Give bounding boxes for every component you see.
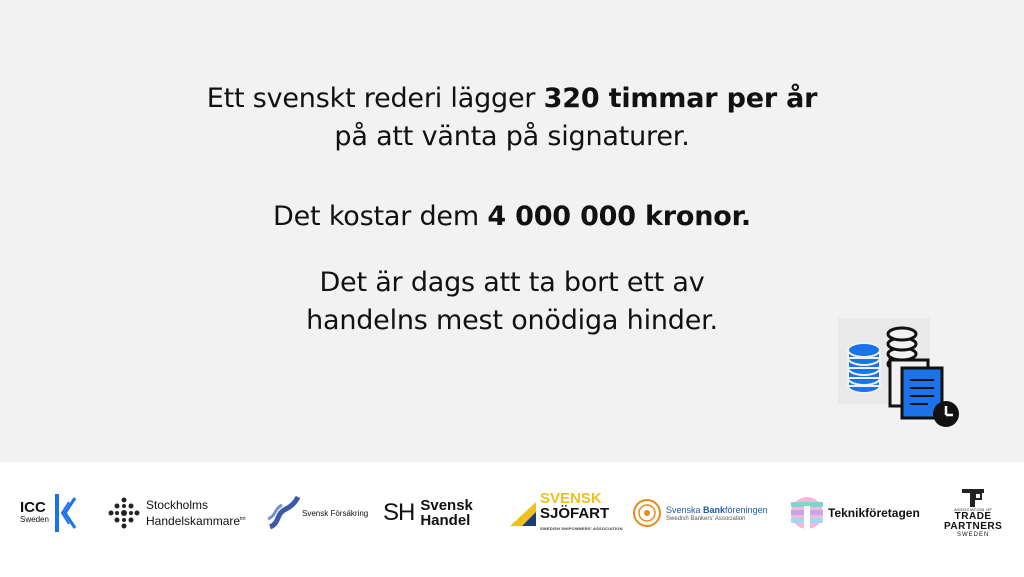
trade-partners-line-2: PARTNERS: [944, 520, 1003, 532]
bank-bold: Bank: [703, 504, 726, 515]
logo-trade-partners-sweden: [944, 478, 1002, 548]
headline-line-2: på att vänta på signaturer.: [334, 121, 690, 152]
cta-line-1: Det är dags att ta bort ett av: [319, 267, 705, 298]
bankforeningen-circle-icon: [632, 498, 662, 528]
trade-partners-line-1: TRADE: [954, 510, 992, 522]
teknikforetagen-globe-icon: [790, 496, 824, 530]
svensk-sjofart-sail-icon: [508, 498, 538, 528]
logo-stockholms-handelskammare: [108, 478, 246, 548]
handelskammare-line-2: Handelskammare: [146, 514, 241, 528]
cost-highlight-amount: 4 000 000 kronor.: [487, 201, 751, 232]
icc-sub: Sweden: [20, 515, 49, 524]
logo-svensk-sjofart: [508, 478, 623, 548]
teknikforetagen-name: Teknikföretagen: [828, 506, 920, 520]
logo-icc-sweden: [20, 478, 79, 548]
trade-partners-mark-icon: [962, 489, 984, 507]
svensk-handel-mark: SH: [383, 499, 415, 526]
sjofart-sub: SWEDISH SHIPOWNERS' ASSOCIATION: [540, 525, 623, 531]
clock-icon: [933, 401, 959, 427]
trade-partners-sub: SWEDEN: [956, 531, 990, 538]
svensk-handel-line-2: Handel: [420, 512, 471, 529]
bank-sub: Swedish Bankers' Association: [666, 515, 746, 522]
handelskammare-dots-icon: [108, 497, 140, 529]
trade-partners-small: ASSOCIATION OF: [954, 506, 993, 512]
logo-svenska-bankforeningen: [632, 478, 768, 548]
headline: [0, 80, 1024, 156]
bank-post: föreningen: [725, 504, 768, 515]
svensk-handel-line-1: Svensk: [420, 497, 473, 514]
bank-pre: Svenska: [666, 504, 704, 515]
sjofart-line-2: SJÖFART: [540, 504, 610, 522]
cost-text: Det kostar dem: [273, 201, 488, 232]
svensk-forsakring-wave-icon: [266, 495, 300, 531]
icc-mark-icon: [53, 490, 79, 536]
handelskammare-line-1: Stockholms: [146, 498, 209, 512]
logo-svensk-handel: [383, 478, 473, 548]
handelskammare-sup: tm: [240, 516, 246, 522]
icc-name: ICC: [20, 499, 46, 516]
blue-coin-stack-icon: [848, 343, 880, 393]
cost-statement: [0, 198, 1024, 236]
headline-highlight-hours: 320 timmar per år: [543, 83, 818, 114]
svensk-forsakring-name: Svensk Försäkring: [302, 508, 369, 518]
headline-line-1: [0, 80, 1024, 118]
logo-teknikforetagen: [790, 478, 920, 548]
coins-documents-clock-icon: [838, 318, 964, 430]
headline-text: Ett svenskt rederi lägger: [206, 83, 544, 114]
cta-line-2: handelns mest onödiga hinder.: [306, 305, 718, 336]
sjofart-line-1: SVENSK: [540, 489, 602, 507]
logo-svensk-forsakring: [266, 478, 368, 548]
